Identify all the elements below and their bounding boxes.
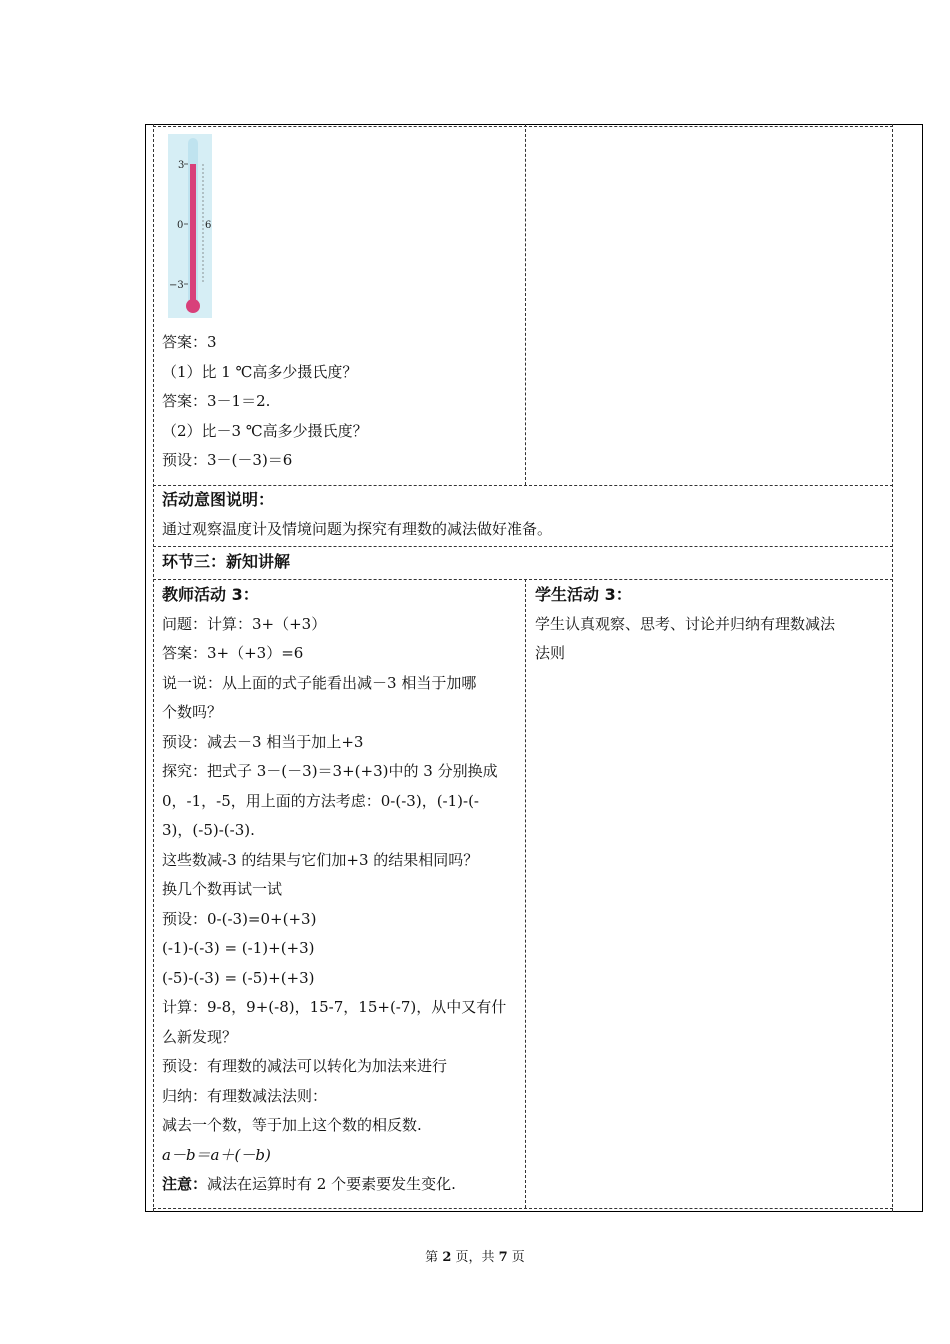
col-divider	[153, 124, 154, 1212]
teacher-activity	[162, 580, 506, 1200]
formula-line: a－b＝a＋(－b)	[162, 1145, 271, 1164]
intent-heading: 活动意图说明：	[162, 490, 275, 509]
question-block	[162, 328, 368, 476]
tick-label-mid: 0	[177, 220, 184, 231]
frame-border-right	[922, 124, 923, 1212]
text-line: 3)，(-5)-(-3).	[162, 821, 255, 839]
total-page-number: 7	[498, 1250, 508, 1265]
col-divider	[892, 124, 893, 1212]
text-line: 预设：0-(-3)=0+(+3)	[162, 909, 317, 928]
student-heading: 学生活动 3：	[535, 585, 632, 604]
text-line: 学生认真观察、思考、讨论并归纳有理数减法	[535, 614, 836, 633]
thermometer-figure	[168, 134, 218, 320]
row-divider	[153, 126, 893, 127]
current-page-number: 2	[442, 1250, 452, 1265]
text-line: 答案：3	[162, 333, 217, 351]
text-line: (-5)-(-3) = (-5)+(+3)	[162, 968, 315, 987]
student-activity	[535, 580, 835, 669]
text-line: 说一说：从上面的式子能看出减－3 相当于加哪	[162, 673, 477, 692]
note-line	[162, 1170, 506, 1200]
note-text: 减法在运算时有 2 个要素要发生变化.	[207, 1175, 456, 1193]
page-footer	[0, 1246, 950, 1265]
text-line: 归纳：有理数减法法则：	[162, 1086, 328, 1105]
text-line: 个数吗？	[162, 703, 223, 721]
footer-middle: 页，共	[451, 1250, 499, 1265]
thermometer-mercury	[190, 164, 196, 306]
text-line: （1）比 1 ℃高多少摄氏度？	[162, 362, 358, 381]
text-line: 么新发现？	[162, 1027, 238, 1046]
text-line: 预设：有理数的减法可以转化为加法来进行	[162, 1057, 448, 1075]
text-line: （2）比－3 ℃高多少摄氏度？	[162, 421, 368, 440]
text-line: 预设：3－(－3)＝6	[162, 451, 293, 469]
row-divider	[153, 1208, 893, 1209]
intent-text: 通过观察温度计及情境问题为探究有理数的减法做好准备。	[162, 519, 553, 538]
text-line: 问题：计算：3+（+3）	[162, 614, 327, 633]
text-line: 探究：把式子 3－(－3)＝3+(+3)中的 3 分别换成	[162, 762, 498, 780]
footer-suffix: 页	[507, 1250, 525, 1265]
thermometer-bulb	[186, 299, 200, 313]
stage-heading: 环节三：新知讲解	[162, 552, 291, 571]
text-line: 预设：减去－3 相当于加上+3	[162, 732, 364, 751]
text-line: 计算：9-8，9+(-8)，15-7，15+(-7)，从中又有什	[162, 998, 507, 1016]
frame-border-left	[145, 124, 146, 1212]
span-label: 6	[205, 220, 212, 231]
text-line: 0，-1，-5，用上面的方法考虑：0-(-3)，(-1)-(-	[162, 791, 480, 810]
stage-heading-block	[162, 547, 290, 577]
col-divider	[525, 579, 526, 1208]
text-line: 答案：3+（+3）=6	[162, 644, 304, 662]
text-line: 答案：3－1＝2.	[162, 392, 271, 410]
lesson-table	[153, 124, 893, 1212]
intent-block	[162, 485, 552, 544]
text-line: 换几个数再试一试	[162, 880, 283, 898]
note-label: 注意：	[162, 1175, 208, 1193]
tick-label-top: 3	[178, 160, 185, 171]
tick-label-bottom: −3	[169, 280, 184, 291]
text-line: 法则	[535, 644, 566, 662]
text-line: (-1)-(-3) = (-1)+(+3)	[162, 939, 315, 957]
text-line: 这些数减-3 的结果与它们加+3 的结果相同吗？	[162, 850, 479, 869]
footer-prefix: 第	[425, 1250, 443, 1265]
text-line: 减去一个数，等于加上这个数的相反数.	[162, 1116, 422, 1134]
teacher-heading: 教师活动 3：	[162, 585, 259, 604]
col-divider	[525, 124, 526, 485]
